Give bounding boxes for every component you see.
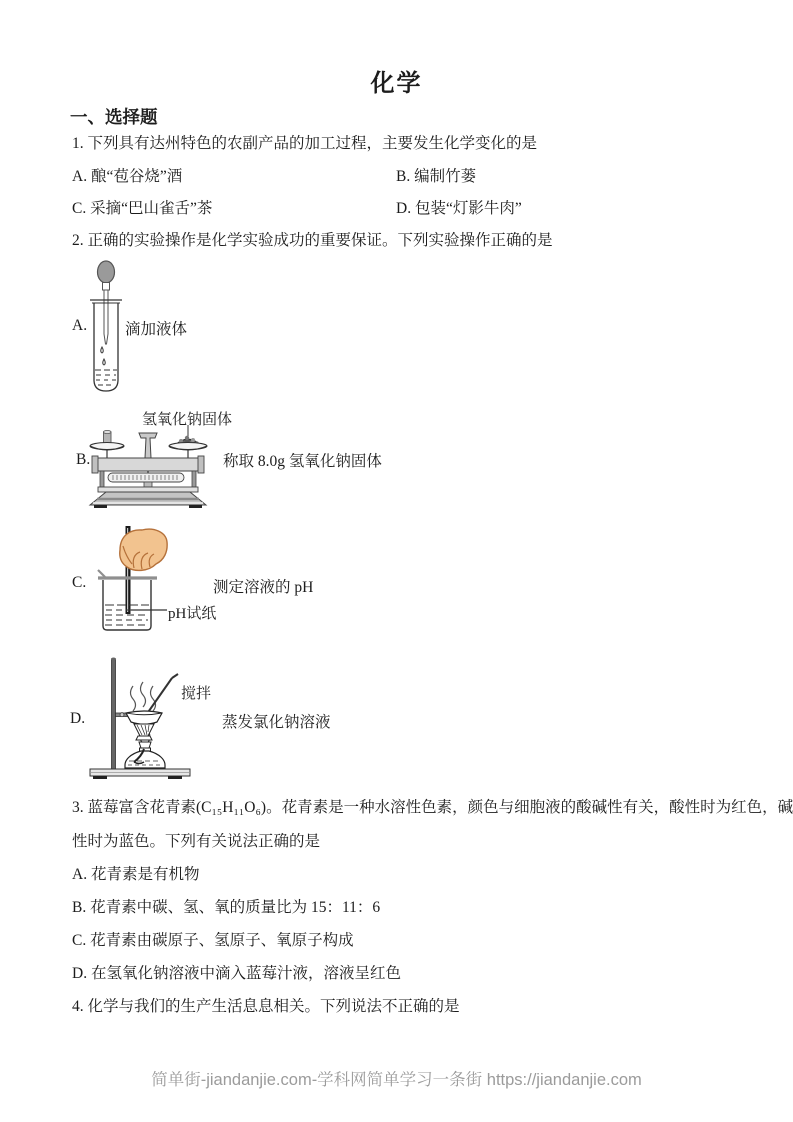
q4-stem: 4. 化学与我们的生产生活息息相关。下列说法不正确的是 xyxy=(72,998,460,1015)
q3-option-c: C. 花青素由碳原子、氢原子、氧原子构成 xyxy=(72,932,354,949)
section-heading: 一、选择题 xyxy=(70,107,158,127)
falling-drops xyxy=(101,347,106,365)
balance-pillar xyxy=(139,433,157,458)
dish-support xyxy=(134,724,154,740)
q3-option-a: A. 花青素是有机物 xyxy=(72,866,200,883)
q2-caption-d: 蒸发氯化钠溶液 xyxy=(222,714,331,731)
q1-option-b: B. 编制竹蒌 xyxy=(396,168,477,185)
q2-caption-a: 滴加液体 xyxy=(125,321,188,338)
q2-figure-label-b: 氢氧化钠固体 xyxy=(142,412,233,428)
q2-stem: 2. 正确的实验操作是化学实验成功的重要保证。下列实验操作正确的是 xyxy=(72,232,553,249)
q3-stem-line1: 3. 蓝莓富含花青素(C₁₅H₁₁O₆)。花青素是一种水溶性色素，颜色与细胞液的酸碱性有关，酸性时为红色，碱 xyxy=(72,799,793,816)
footer-watermark: 简单街-jiandanjie.com-学科网简单学习一条街 https://jiandanjie.com xyxy=(151,1071,642,1089)
q1-option-c: C. 采摘“巴山雀舌”茶 xyxy=(72,200,213,217)
q2-figure-label-d: 搅拌 xyxy=(181,686,212,702)
q2-caption-c: 测定溶液的 pH xyxy=(213,579,314,596)
q2-label-b: B. xyxy=(76,451,91,468)
liquid-in-tube xyxy=(95,370,117,385)
q2-caption-b: 称取 8.0g 氢氧化钠固体 xyxy=(223,453,382,470)
hand xyxy=(120,529,167,570)
alcohol-lamp xyxy=(125,742,165,768)
q1-stem: 1. 下列具有达州特色的农副产品的加工过程，主要发生化学变化的是 xyxy=(72,135,538,152)
q3-stem-line2: 性时为蓝色。下列有关说法正确的是 xyxy=(72,833,321,850)
q3-option-b: B. 花青素中碳、氢、氧的质量比为 15：11：6 xyxy=(72,899,381,916)
balance-figure xyxy=(84,425,212,508)
q2-label-a: A. xyxy=(72,317,88,334)
evaporation-figure xyxy=(84,656,196,782)
q2-figure-label-c: pH试纸 xyxy=(168,606,217,622)
balance-rider-scale xyxy=(108,473,184,487)
evaporating-dish xyxy=(126,711,162,724)
q2-label-c: C. xyxy=(72,574,87,591)
q1-option-a: A. 酿“苞谷烧”酒 xyxy=(72,168,183,185)
q1-option-d: D. 包装“灯影牛肉” xyxy=(396,200,522,217)
page-title: 化学 xyxy=(370,71,423,97)
q2-label-d: D. xyxy=(70,710,86,727)
balance-left-pan xyxy=(90,430,124,458)
q3-option-d: D. 在氢氧化钠溶液中滴入蓝莓汁液，溶液呈红色 xyxy=(72,965,401,982)
ph-test-figure xyxy=(96,526,212,642)
balance-right-pan xyxy=(169,436,207,458)
